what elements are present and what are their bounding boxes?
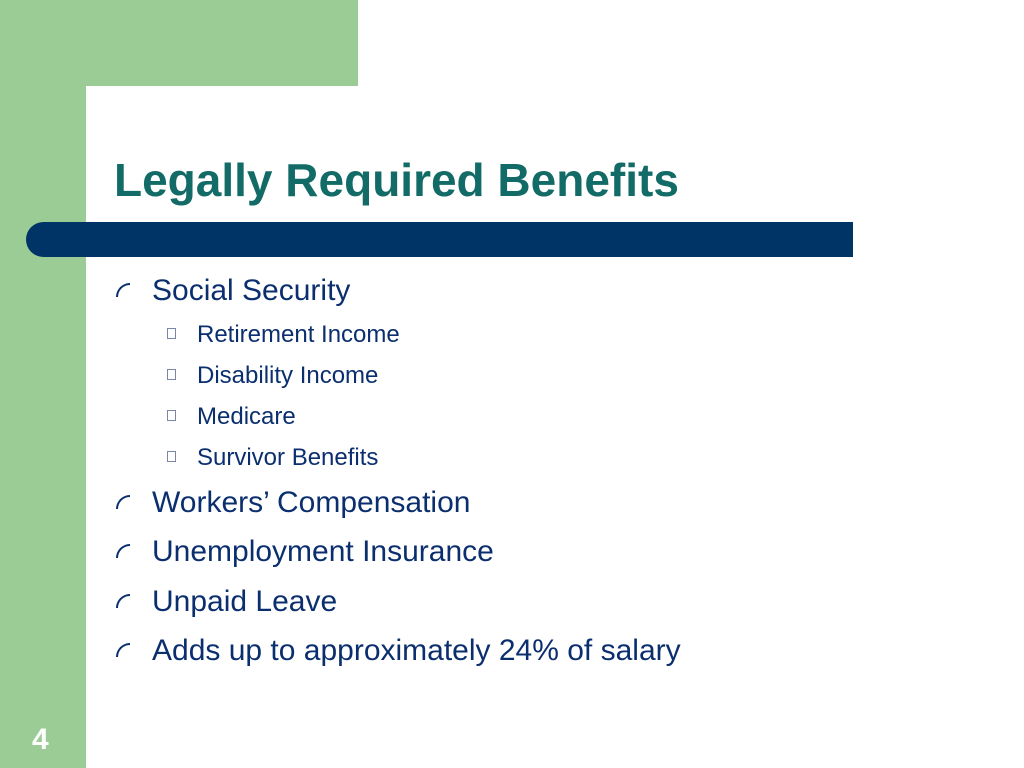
sub-bullet-text: Medicare xyxy=(197,403,296,430)
square-bullet-icon xyxy=(167,451,176,462)
bullet-item xyxy=(152,534,494,570)
bullet-item xyxy=(152,273,350,309)
bullet-item xyxy=(152,633,681,669)
sub-bullet-text: Disability Income xyxy=(197,362,379,389)
title-underline-bar xyxy=(26,222,853,257)
top-green-band xyxy=(0,0,358,86)
sub-bullet-text: Retirement Income xyxy=(197,321,400,348)
bullet-text: Adds up to approximately 24% of salary xyxy=(152,634,681,667)
bullet-item xyxy=(152,485,470,521)
sub-bullet-item xyxy=(197,402,296,432)
sub-bullet-item xyxy=(197,361,378,391)
sub-bullet-text: Survivor Benefits xyxy=(197,444,379,471)
square-bullet-icon xyxy=(167,410,176,421)
sub-bullet-item xyxy=(197,443,378,473)
sub-bullet-item xyxy=(197,320,400,350)
bullet-item xyxy=(152,584,337,620)
bullet-text: Social Security xyxy=(152,274,351,307)
slide-title: Legally Required Benefits xyxy=(114,154,679,206)
bullet-text: Workers’ Compensation xyxy=(152,486,471,519)
bullet-text: Unemployment Insurance xyxy=(152,535,494,568)
square-bullet-icon xyxy=(167,328,176,339)
square-bullet-icon xyxy=(167,369,176,380)
bullet-text: Unpaid Leave xyxy=(152,585,338,618)
left-green-band xyxy=(0,0,86,768)
page-number: 4 xyxy=(32,723,49,756)
